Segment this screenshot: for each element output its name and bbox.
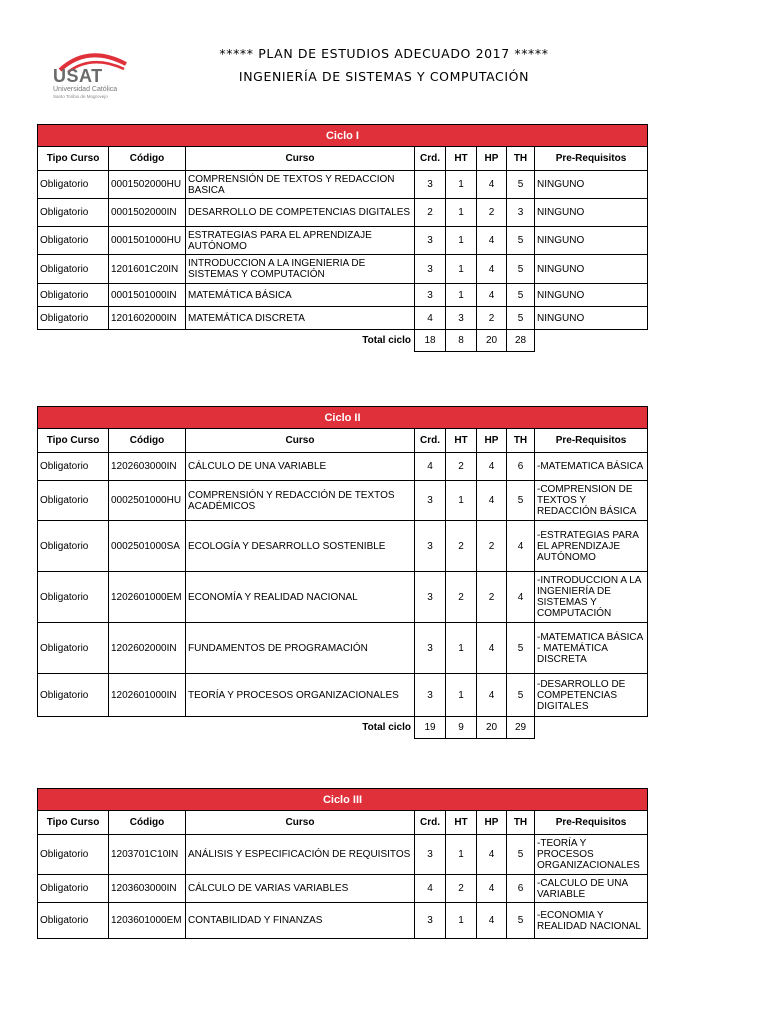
cell-crd: 3 [415,171,446,199]
cell-tipo: Obligatorio [38,875,109,903]
column-header: Curso [186,429,415,453]
cell-tipo: Obligatorio [38,171,109,199]
cell-ht: 1 [446,623,477,674]
table-row [38,903,648,939]
cell-tipo: Obligatorio [38,453,109,481]
cell-th: 5 [507,171,535,199]
cell-pre: NINGUNO [535,227,648,255]
cell-hp: 4 [477,255,507,284]
table-row [38,875,648,903]
cell-curso: CONTABILIDAD Y FINANZAS [186,903,415,939]
cell-pre: -COMPRENSION DE TEXTOS Y REDACCIÓN BÁSICA [535,481,648,521]
cell-curso: COMPRENSIÓN Y REDACCIÓN DE TEXTOS ACADÉMICOS [186,481,415,521]
cell-ht: 1 [446,835,477,875]
cell-tipo: Obligatorio [38,521,109,572]
table-row [38,481,648,521]
cell-crd: 4 [415,453,446,481]
cell-tipo: Obligatorio [38,835,109,875]
column-header: Crd. [415,811,446,835]
cell-pre: -INTRODUCCION A LA INGENIERÍA DE SISTEMAS Y COMPUTACIÓN [535,572,648,623]
cell-crd: 3 [415,623,446,674]
cell-th: 5 [507,255,535,284]
cycle-title: Ciclo I [38,125,648,147]
column-header: HT [446,429,477,453]
logo-brand: USAT [53,66,103,86]
table-row [38,835,648,875]
document-subtitle: INGENIERÍA DE SISTEMAS Y COMPUTACIÓN [238,69,530,84]
cell-ht: 3 [446,307,477,330]
cell-hp: 4 [477,284,507,307]
cell-codigo: 0002501000SA [109,521,186,572]
column-header: Crd. [415,429,446,453]
table-row [38,284,648,307]
cell-hp: 4 [477,835,507,875]
table-row [38,307,648,330]
cell-tipo: Obligatorio [38,674,109,717]
column-header: TH [507,429,535,453]
table-row [38,623,648,674]
cell-hp: 2 [477,572,507,623]
table-row [38,453,648,481]
cell-curso: TEORÍA Y PROCESOS ORGANIZACIONALES [186,674,415,717]
total-ht: 8 [446,330,477,352]
cycle-table [37,406,648,739]
cell-codigo: 1202603000IN [109,453,186,481]
logo-university-name: Universidad Católica [53,86,118,93]
cell-th: 3 [507,199,535,227]
cell-codigo: 1202601000EM [109,572,186,623]
cell-tipo: Obligatorio [38,199,109,227]
cell-crd: 3 [415,903,446,939]
cell-tipo: Obligatorio [38,255,109,284]
column-header: Pre-Requisitos [535,147,648,171]
cell-ht: 1 [446,227,477,255]
cell-curso: ECOLOGÍA Y DESARROLLO SOSTENIBLE [186,521,415,572]
cell-codigo: 0002501000HU [109,481,186,521]
empty-cell [535,330,648,352]
cell-hp: 4 [477,875,507,903]
cell-pre: -TEORÍA Y PROCESOS ORGANIZACIONALES [535,835,648,875]
cell-curso: ANÁLISIS Y ESPECIFICACIÓN DE REQUISITOS [186,835,415,875]
column-header: HP [477,811,507,835]
cell-codigo: 1203701C10IN [109,835,186,875]
cell-crd: 3 [415,674,446,717]
cell-th: 6 [507,875,535,903]
cell-tipo: Obligatorio [38,227,109,255]
cell-curso: FUNDAMENTOS DE PROGRAMACIÓN [186,623,415,674]
cell-curso: CÁLCULO DE VARIAS VARIABLES [186,875,415,903]
total-row [38,330,648,352]
column-header: TH [507,811,535,835]
cell-th: 4 [507,572,535,623]
cell-hp: 4 [477,903,507,939]
table-row [38,255,648,284]
cell-ht: 1 [446,284,477,307]
cell-curso: COMPRENSIÓN DE TEXTOS Y REDACCION BASICA [186,171,415,199]
cell-hp: 2 [477,199,507,227]
cell-pre: NINGUNO [535,255,648,284]
column-header: TH [507,147,535,171]
cell-tipo: Obligatorio [38,572,109,623]
cell-pre: -CALCULO DE UNA VARIABLE [535,875,648,903]
cell-pre: -ECONOMIA Y REALIDAD NACIONAL [535,903,648,939]
cell-crd: 3 [415,227,446,255]
total-ht: 9 [446,717,477,739]
cell-pre: NINGUNO [535,284,648,307]
cell-th: 5 [507,284,535,307]
empty-cell [109,330,186,352]
total-hp: 20 [477,717,507,739]
column-header: Código [109,147,186,171]
column-header: HP [477,147,507,171]
column-header: Código [109,429,186,453]
cell-codigo: 0001502000IN [109,199,186,227]
cell-ht: 1 [446,481,477,521]
empty-cell [109,717,186,739]
column-header: Curso [186,811,415,835]
cell-hp: 4 [477,481,507,521]
table-row [38,521,648,572]
logo-university-subname: Santo Toribio de Mogrovejo [53,94,108,99]
cell-codigo: 0001501000HU [109,227,186,255]
cell-th: 5 [507,481,535,521]
cell-ht: 2 [446,521,477,572]
cell-crd: 3 [415,481,446,521]
cell-curso: DESARROLLO DE COMPETENCIAS DIGITALES [186,199,415,227]
cell-crd: 2 [415,199,446,227]
total-row [38,717,648,739]
cell-ht: 2 [446,875,477,903]
empty-cell [38,330,109,352]
cell-th: 5 [507,674,535,717]
column-header: HT [446,811,477,835]
empty-cell [38,717,109,739]
cell-crd: 4 [415,875,446,903]
cell-ht: 1 [446,199,477,227]
column-header: Tipo Curso [38,811,109,835]
cell-codigo: 1201602000IN [109,307,186,330]
column-header: Código [109,811,186,835]
cell-hp: 2 [477,307,507,330]
column-header: Pre-Requisitos [535,811,648,835]
column-header: HT [446,147,477,171]
cell-curso: INTRODUCCION A LA INGENIERIA DE SISTEMAS Y COMPUTACIÓN [186,255,415,284]
cell-codigo: 1203601000EM [109,903,186,939]
cell-hp: 4 [477,171,507,199]
cell-th: 5 [507,307,535,330]
cell-th: 5 [507,227,535,255]
column-header: HP [477,429,507,453]
cell-crd: 3 [415,521,446,572]
cell-th: 5 [507,623,535,674]
cell-ht: 1 [446,255,477,284]
table-row [38,674,648,717]
cell-curso: ECONOMÍA Y REALIDAD NACIONAL [186,572,415,623]
cell-ht: 1 [446,171,477,199]
cell-ht: 2 [446,572,477,623]
cell-pre: NINGUNO [535,199,648,227]
cell-th: 6 [507,453,535,481]
total-label: Total ciclo [362,335,411,347]
cell-th: 5 [507,903,535,939]
cell-ht: 2 [446,453,477,481]
column-header: Tipo Curso [38,147,109,171]
cell-hp: 2 [477,521,507,572]
cycle-table [37,788,648,939]
cell-curso: CÁLCULO DE UNA VARIABLE [186,453,415,481]
column-header: Tipo Curso [38,429,109,453]
cell-hp: 4 [477,453,507,481]
cell-hp: 4 [477,227,507,255]
cell-pre: -ESTRATEGIAS PARA EL APRENDIZAJE AUTÓNOMO [535,521,648,572]
table-row [38,227,648,255]
cell-pre: NINGUNO [535,307,648,330]
cell-codigo: 1201601C20IN [109,255,186,284]
empty-cell [535,717,648,739]
cell-tipo: Obligatorio [38,284,109,307]
cell-crd: 3 [415,835,446,875]
cell-pre: -MATEMATICA BÁSICA - MATEMÁTICA DISCRETA [535,623,648,674]
cell-crd: 3 [415,284,446,307]
table-row [38,572,648,623]
cell-crd: 3 [415,255,446,284]
cell-curso: MATEMÁTICA BÁSICA [186,284,415,307]
cell-crd: 3 [415,572,446,623]
cell-tipo: Obligatorio [38,481,109,521]
total-hp: 20 [477,330,507,352]
cell-codigo: 0001502000HU [109,171,186,199]
cell-tipo: Obligatorio [38,307,109,330]
cell-codigo: 1202601000IN [109,674,186,717]
total-th: 29 [507,717,535,739]
table-row [38,171,648,199]
total-th: 28 [507,330,535,352]
document-title: ***** PLAN DE ESTUDIOS ADECUADO 2017 ***** [219,46,549,61]
cycle-table [37,124,648,352]
cell-pre: -DESARROLLO DE COMPETENCIAS DIGITALES [535,674,648,717]
cell-th: 5 [507,835,535,875]
cell-curso: ESTRATEGIAS PARA EL APRENDIZAJE AUTÓNOMO [186,227,415,255]
cell-th: 4 [507,521,535,572]
total-crd: 19 [415,717,446,739]
column-header: Pre-Requisitos [535,429,648,453]
cycle-title: Ciclo II [38,407,648,429]
column-header: Curso [186,147,415,171]
table-row [38,199,648,227]
cycle-title: Ciclo III [38,789,648,811]
cell-tipo: Obligatorio [38,623,109,674]
column-header: Crd. [415,147,446,171]
cell-codigo: 0001501000IN [109,284,186,307]
cell-ht: 1 [446,903,477,939]
cell-codigo: 1202602000IN [109,623,186,674]
cell-ht: 1 [446,674,477,717]
cell-tipo: Obligatorio [38,903,109,939]
cell-codigo: 1203603000IN [109,875,186,903]
cell-hp: 4 [477,623,507,674]
cell-curso: MATEMÁTICA DISCRETA [186,307,415,330]
total-crd: 18 [415,330,446,352]
cell-pre: NINGUNO [535,171,648,199]
cell-pre: -MATEMATICA BÁSICA [535,453,648,481]
total-label: Total ciclo [362,722,411,734]
cell-crd: 4 [415,307,446,330]
cell-hp: 4 [477,674,507,717]
